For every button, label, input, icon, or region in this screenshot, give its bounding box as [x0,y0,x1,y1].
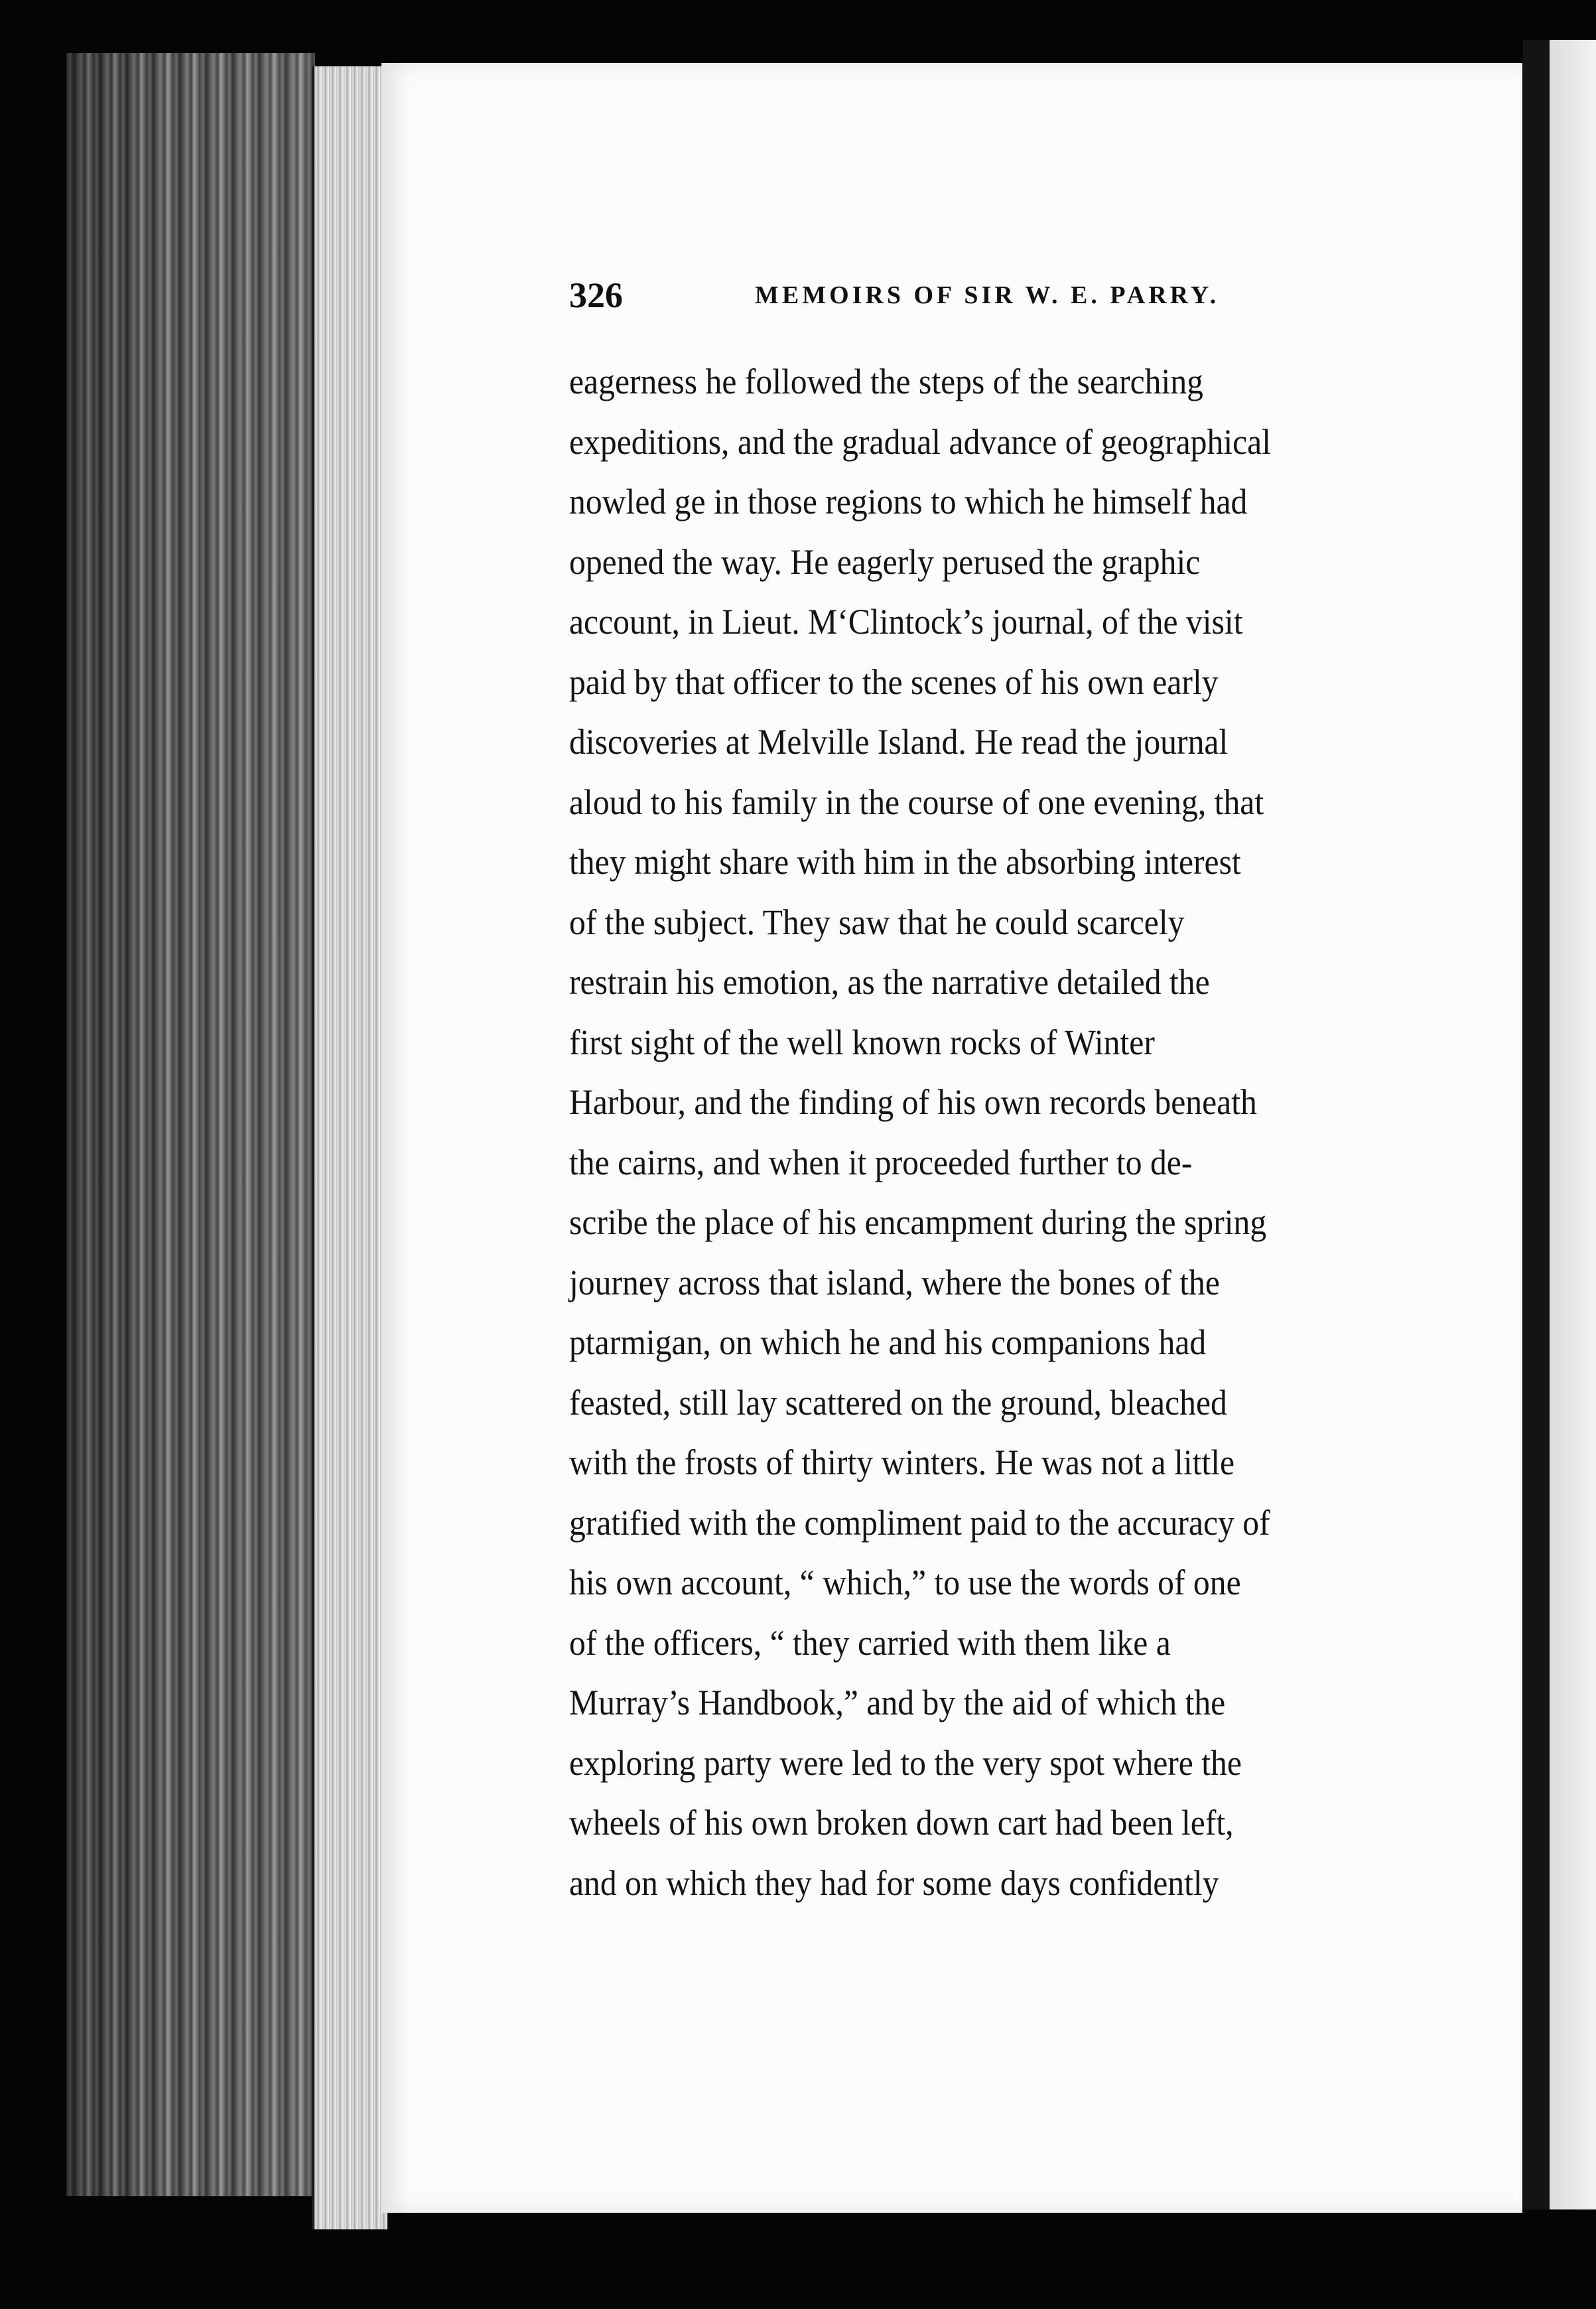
text-line: of the officers, “ they carried with them like a [569,1622,1171,1663]
text-line: restrain his emotion, as the narrative detailed the [569,962,1210,1002]
body-text [569,352,1498,1913]
text-line: discoveries at Melville Island. He read the journal [569,722,1229,762]
text-line: eagerness he followed the steps of the searching [569,362,1204,401]
book-spine-edge [66,53,315,2196]
text-line: feasted, still lay scattered on the ground, bleached [569,1382,1227,1423]
text-line: scribe the place of his encampment during the spring [569,1202,1267,1242]
text-line: ptarmigan, on which he and his companions had [569,1322,1207,1362]
text-line: opened the way. He eagerly perused the graphic [569,541,1201,582]
next-page-edge [1550,40,1596,2209]
text-line: exploring party were led to the very spot where the [569,1742,1242,1783]
text-line: first sight of the well known rocks of Winter [569,1022,1155,1062]
text-line: Murray’s Handbook,” and by the aid of which the [569,1683,1226,1722]
page-number: 326 [569,275,623,315]
text-line: Harbour, and the finding of his own records beneath [569,1082,1257,1122]
text-line: the cairns, and when it proceeded further to de- [569,1142,1193,1182]
text-line: wheels of his own broken down cart had been left, [569,1803,1234,1843]
text-line: his own account, “ which,” to use the words of one [569,1563,1241,1602]
page-stack-edge [312,66,387,2229]
text-line: and on which they had for some days confidently [569,1862,1219,1903]
text-line: aloud to his family in the course of one evening, that [569,782,1264,822]
text-line: with the frosts of thirty winters. He was not a little [569,1442,1235,1482]
text-line: account, in Lieut. M‘Clintock’s journal, of the visit [569,602,1243,642]
running-head: MEMOIRS OF SIR W. E. PARRY. [755,281,1220,309]
text-line: journey across that island, where the bones of the [569,1262,1220,1302]
text-line: gratified with the compliment paid to the accuracy of [569,1502,1270,1543]
text-line: nowled ge in those regions to which he himself had [569,482,1248,522]
text-line: paid by that officer to the scenes of his own early [569,662,1219,702]
page-header [569,269,1339,322]
right-page-gutter [1523,40,1550,2209]
text-line: of the subject. They saw that he could scarcely [569,902,1185,942]
text-line: expeditions, and the gradual advance of geographical [569,421,1272,462]
text-line: they might share with him in the absorbing interest [569,842,1241,882]
